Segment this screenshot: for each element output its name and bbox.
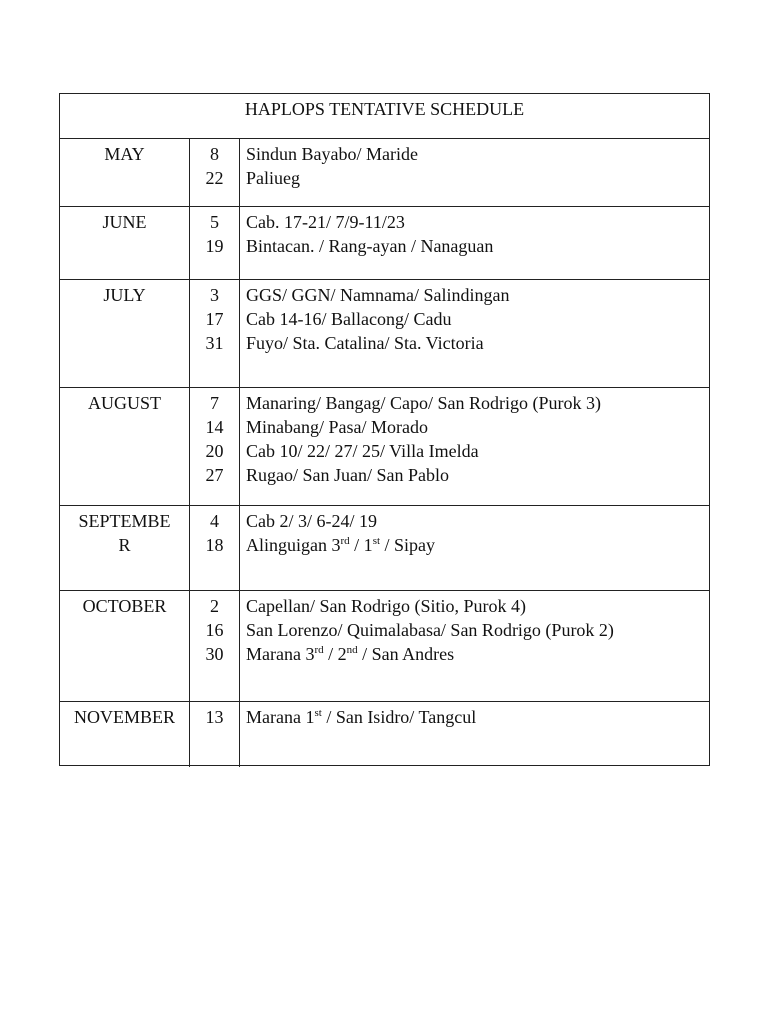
days-cell — [190, 388, 240, 505]
places-cell — [240, 506, 711, 590]
place-text: Bintacan. / Rang-ayan / Nanaguan — [246, 236, 494, 256]
month-cell — [60, 591, 190, 701]
month-label: AUGUST — [87, 393, 161, 413]
place-text: GGS/ GGN/ Namnama/ Salindingan — [246, 285, 510, 305]
place-text: Cab 10/ 22/ 27/ 25/ Villa Imelda — [246, 441, 479, 461]
places-cell — [240, 591, 711, 701]
schedule-row — [60, 207, 709, 280]
schedule-row — [60, 280, 709, 388]
days-cell — [190, 280, 240, 387]
days-cell — [190, 207, 240, 279]
day-number: 19 — [205, 236, 224, 256]
day-number: 17 — [205, 309, 224, 329]
day-number: 14 — [205, 417, 224, 437]
place-line — [246, 391, 711, 415]
day-number: 18 — [205, 535, 224, 555]
place-text: Alinguigan 3 — [246, 535, 341, 555]
day-number: 20 — [205, 441, 224, 461]
place-text: Minabang/ Pasa/ Morado — [246, 417, 428, 437]
place-line — [246, 415, 711, 439]
places-cell — [240, 139, 711, 206]
month-label: OCTOBER — [82, 596, 167, 616]
day-number: 3 — [210, 285, 219, 305]
days-cell — [190, 139, 240, 206]
ordinal-suffix: st — [372, 535, 381, 547]
schedule-table — [59, 93, 710, 766]
month-cell — [60, 506, 190, 590]
place-line — [246, 642, 711, 666]
place-line — [246, 283, 711, 307]
day-number: 30 — [205, 644, 224, 664]
place-line — [246, 463, 711, 487]
place-line — [246, 142, 711, 166]
ordinal-suffix: nd — [346, 644, 358, 656]
places-cell — [240, 207, 711, 279]
day-number: 22 — [205, 168, 224, 188]
schedule-row — [60, 388, 709, 506]
schedule-row — [60, 139, 709, 207]
schedule-row — [60, 506, 709, 591]
place-text: / Sipay — [380, 535, 436, 555]
place-text: Fuyo/ Sta. Catalina/ Sta. Victoria — [246, 333, 484, 353]
place-line — [246, 618, 711, 642]
place-line — [246, 509, 711, 533]
place-text: Marana 3 — [246, 644, 315, 664]
place-text: / San Andres — [357, 644, 455, 664]
day-number: 5 — [210, 212, 219, 232]
month-cell — [60, 280, 190, 387]
month-label: MAY — [104, 144, 145, 164]
month-cell — [60, 388, 190, 505]
month-cell — [60, 139, 190, 206]
place-line — [246, 210, 711, 234]
month-label: JULY — [103, 285, 146, 305]
day-number: 8 — [210, 144, 219, 164]
day-number: 13 — [205, 707, 224, 727]
place-line — [246, 307, 711, 331]
place-text: Cab 2/ 3/ 6-24/ 19 — [246, 511, 377, 531]
ordinal-suffix: rd — [314, 644, 324, 656]
place-text: Marana 1 — [246, 707, 315, 727]
title-row — [60, 94, 709, 139]
place-text: Cab. 17-21/ 7/9-11/23 — [246, 212, 405, 232]
place-text: Sindun Bayabo/ Maride — [246, 144, 418, 164]
day-number: 27 — [205, 465, 224, 485]
place-line — [246, 234, 711, 258]
schedule-row — [60, 702, 709, 767]
place-text: / 2 — [323, 644, 347, 664]
place-text: / 1 — [349, 535, 373, 555]
place-text: Capellan/ San Rodrigo (Sitio, Purok 4) — [246, 596, 526, 616]
place-text: San Lorenzo/ Quimalabasa/ San Rodrigo (Purok 2) — [246, 620, 614, 640]
day-number: 31 — [205, 333, 224, 353]
schedule-row — [60, 591, 709, 702]
places-cell — [240, 702, 711, 767]
day-number: 2 — [210, 596, 219, 616]
days-cell — [190, 506, 240, 590]
place-text: Paliueg — [246, 168, 300, 188]
place-text: Manaring/ Bangag/ Capo/ San Rodrigo (Purok 3) — [246, 393, 601, 413]
day-number: 16 — [205, 620, 224, 640]
ordinal-suffix: st — [314, 707, 322, 719]
place-line — [246, 166, 711, 190]
month-label: NOVEMBER — [73, 707, 175, 727]
month-cell — [60, 207, 190, 279]
place-text: Rugao/ San Juan/ San Pablo — [246, 465, 449, 485]
place-line — [246, 533, 711, 557]
places-cell — [240, 388, 711, 505]
schedule-title: HAPLOPS TENTATIVE SCHEDULE — [244, 99, 525, 119]
days-cell — [190, 591, 240, 701]
place-text: / San Isidro/ Tangcul — [321, 707, 477, 727]
day-number: 7 — [210, 393, 219, 413]
days-cell — [190, 702, 240, 767]
day-number: 4 — [210, 511, 219, 531]
place-line — [246, 594, 711, 618]
place-line — [246, 705, 711, 729]
month-label: JUNE — [102, 212, 147, 232]
place-line — [246, 331, 711, 355]
place-text: Cab 14-16/ Ballacong/ Cadu — [246, 309, 452, 329]
ordinal-suffix: rd — [340, 535, 350, 547]
month-label: SEPTEMBE R — [78, 511, 171, 555]
place-line — [246, 439, 711, 463]
places-cell — [240, 280, 711, 387]
month-cell — [60, 702, 190, 767]
